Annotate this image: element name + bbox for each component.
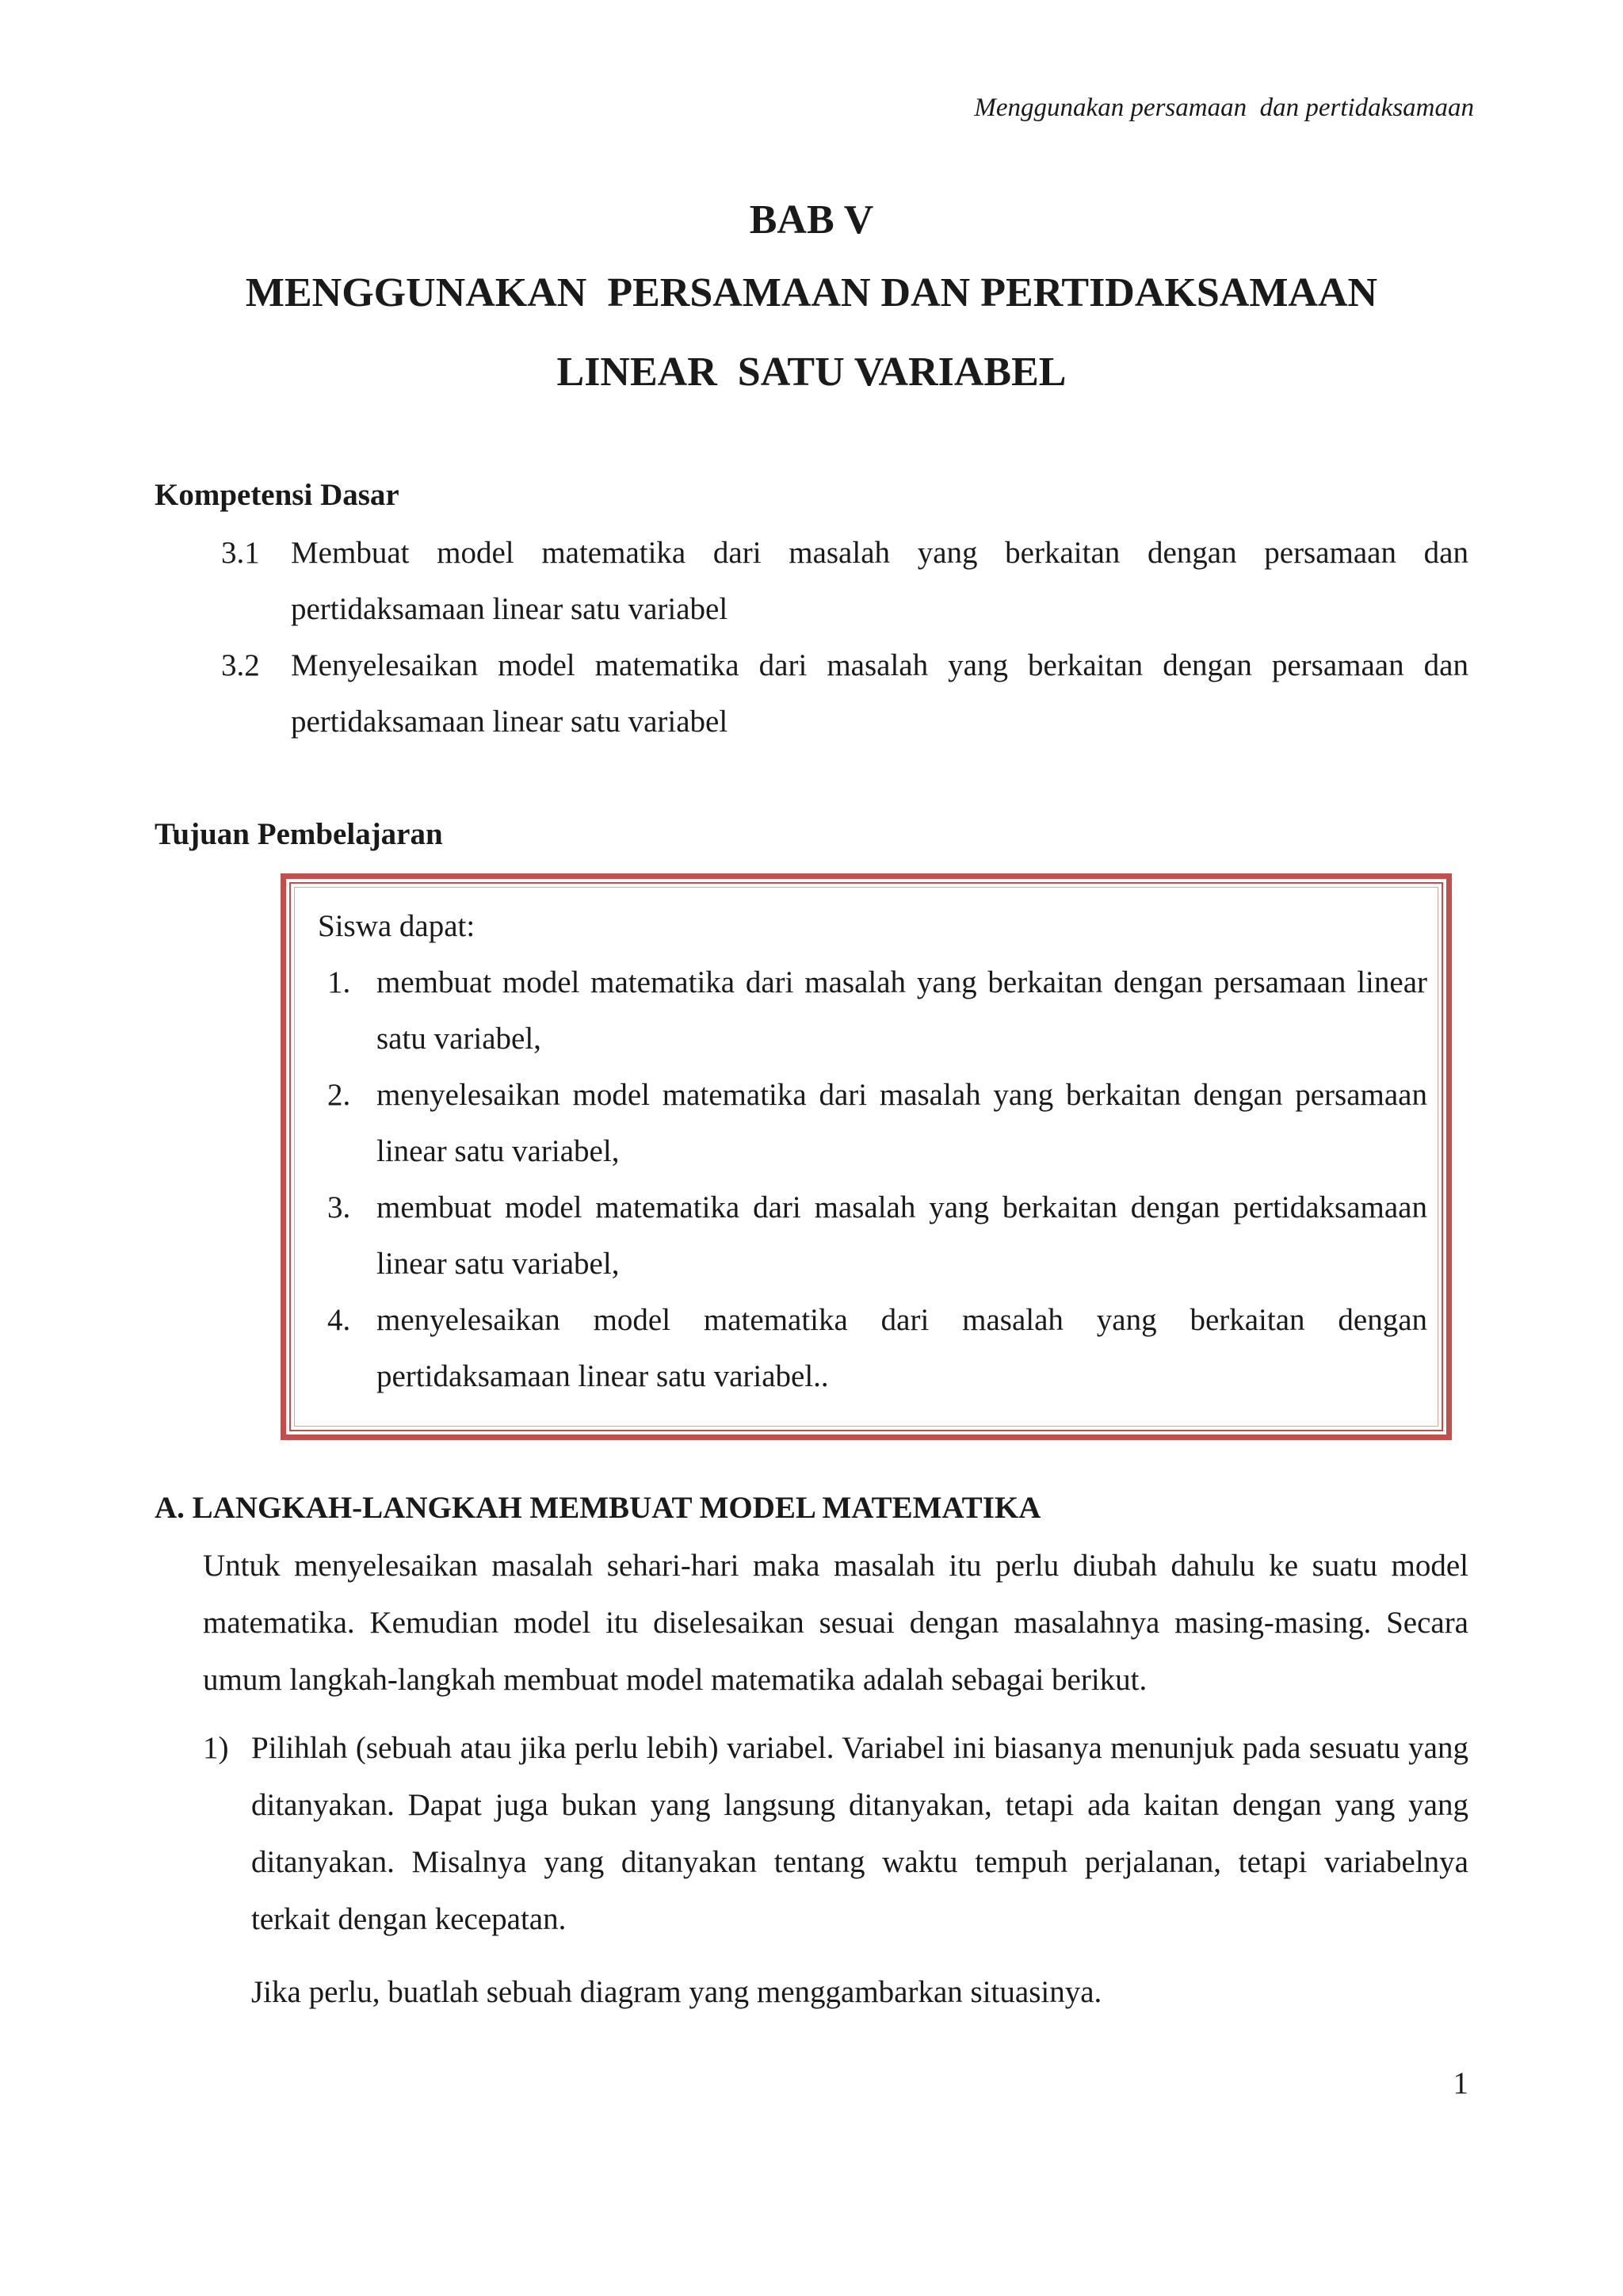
step-text: Pilihlah (sebuah atau jika perlu lebih) variabel. Variabel ini biasanya menunjuk pada sesuatu yang ditanyakan. Dapat juga bukan yang langsung ditanyakan, tetapi ada kaitan dengan yang yang ditanyakan. Misalnya yang ditanyakan tentang waktu tempuh perjalanan, tetapi variabelnya terkait dengan kecepatan.	[251, 1731, 1468, 1936]
goal-item-number: 1.	[327, 965, 351, 999]
goal-item-text: menyelesaikan model matematika dari masalah yang berkaitan dengan persamaan linear satu variabel,	[376, 1078, 1427, 1168]
section-a-intro: Untuk menyelesaikan masalah sehari-hari maka masalah itu perlu diubah dahulu ke suatu model matematika. Kemudian model itu diselesaikan sesuai dengan masalahnya masing-masing. Secara umum langkah-langkah membuat model matematika adalah sebagai berikut.	[203, 1549, 1468, 1697]
goal-item-text: membuat model matematika dari masalah yang berkaitan dengan pertidaksamaan linear satu variabel,	[376, 1190, 1427, 1281]
kompetensi-item	[221, 525, 1468, 637]
goals-list	[318, 954, 1427, 1404]
chapter-title-line1: MENGGUNAKAN PERSAMAAN DAN PERTIDAKSAMAAN	[245, 270, 1378, 315]
running-header: Menggunakan persamaan dan pertidaksamaan	[974, 94, 1474, 122]
goal-item	[318, 1067, 1427, 1179]
kompetensi-item	[221, 637, 1468, 750]
goal-item-number: 3.	[327, 1190, 351, 1224]
section-a-heading: A. LANGKAH-LANGKAH MEMBUAT MODEL MATEMATIKA	[155, 1491, 1041, 1525]
chapter-title-line2: LINEAR SATU VARIABEL	[556, 350, 1067, 395]
goals-intro: Siswa dapat:	[318, 909, 475, 943]
goal-item-text: menyelesaikan model matematika dari masalah yang berkaitan dengan pertidaksamaan linear satu variabel..	[376, 1303, 1427, 1393]
kompetensi-item-number: 3.2	[221, 648, 260, 682]
tujuan-heading: Tujuan Pembelajaran	[155, 817, 443, 851]
step-item	[203, 1720, 1468, 1948]
kompetensi-heading: Kompetensi Dasar	[155, 478, 399, 512]
goal-item-number: 4.	[327, 1303, 351, 1337]
step-number: 1)	[203, 1731, 229, 1765]
page-number: 1	[1453, 2066, 1468, 2100]
kompetensi-item-text: Membuat model matematika dari masalah yang berkaitan dengan persamaan dan pertidaksamaan linear satu variabel	[291, 536, 1468, 626]
goal-item	[318, 1179, 1427, 1292]
goal-item	[318, 954, 1427, 1067]
kompetensi-item-text: Menyelesaikan model matematika dari masalah yang berkaitan dengan persamaan dan pertidaksamaan linear satu variabel	[291, 648, 1468, 739]
learning-goals-box	[281, 873, 1452, 1440]
goal-item	[318, 1292, 1427, 1404]
step-note: Jika perlu, buatlah sebuah diagram yang menggambarkan situasinya.	[251, 1975, 1102, 2009]
goal-item-number: 2.	[327, 1078, 351, 1112]
goal-item-text: membuat model matematika dari masalah yang berkaitan dengan persamaan linear satu variabel,	[376, 965, 1427, 1056]
chapter-label: BAB V	[749, 197, 874, 243]
kompetensi-item-number: 3.1	[221, 536, 260, 570]
